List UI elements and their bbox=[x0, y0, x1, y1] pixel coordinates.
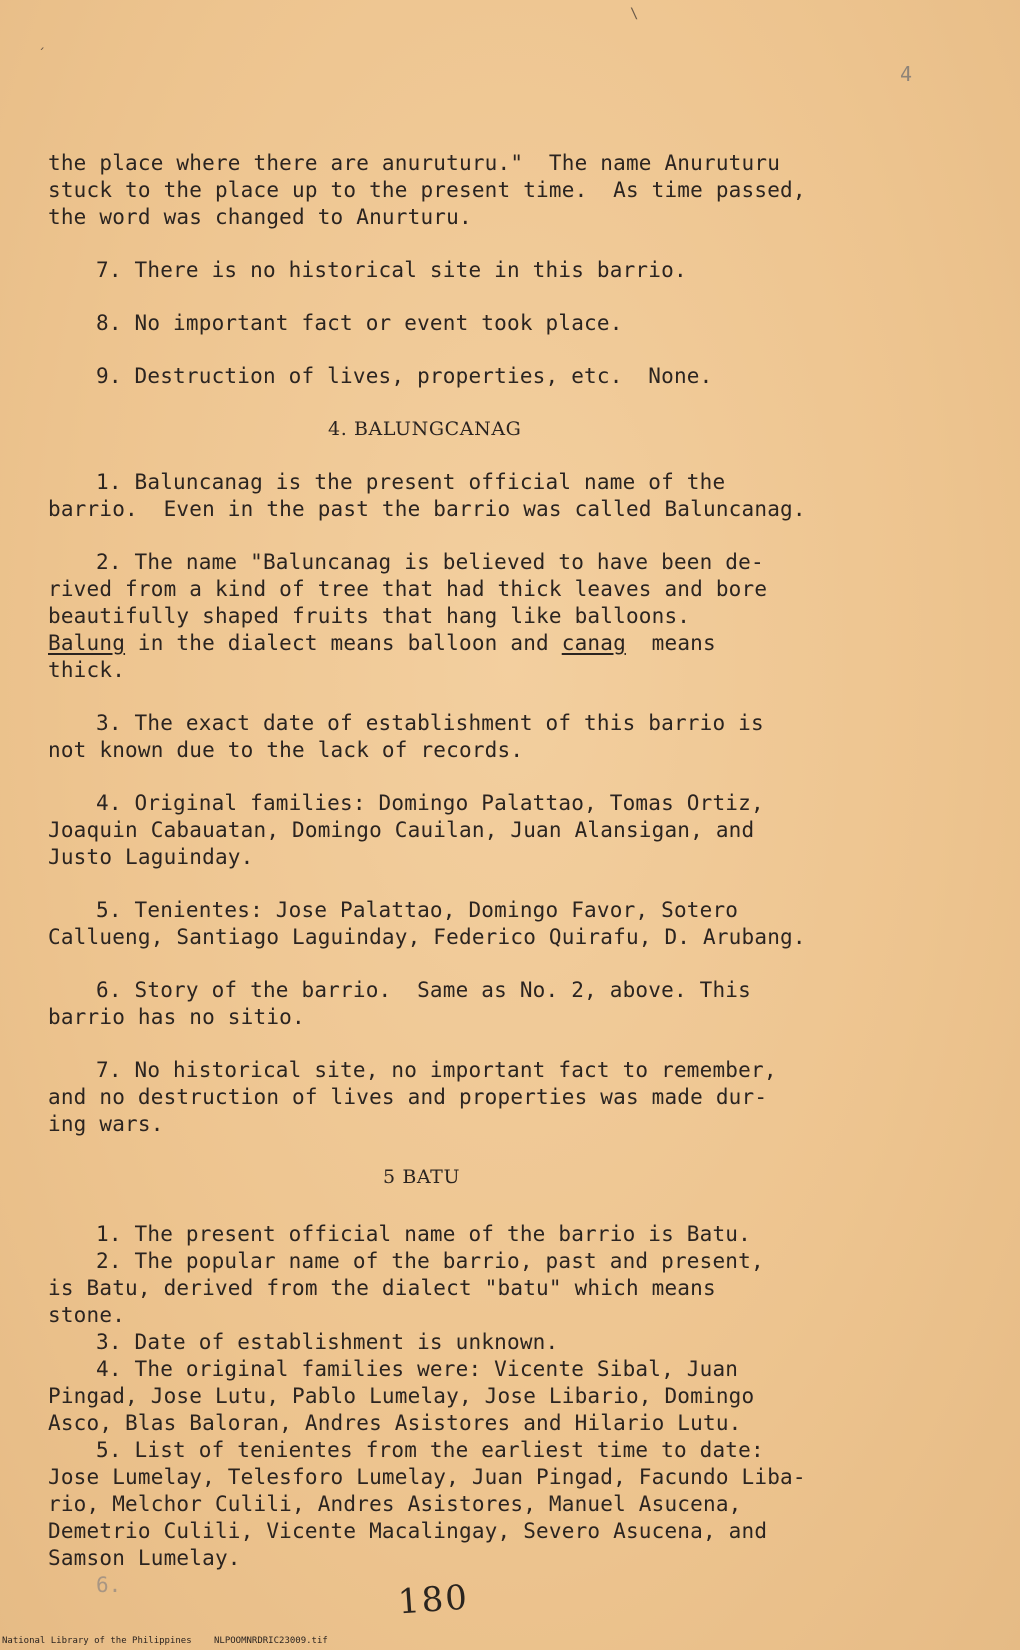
balungcanag-item-1-text: 1. Baluncanag is the present official name of the barrio. Even in the past the barrio was called Baluncanag. bbox=[48, 470, 806, 521]
batu-item-4 bbox=[48, 1356, 988, 1437]
balungcanag-item-4 bbox=[48, 790, 988, 871]
balungcanag-item-4-text: 4. Original families: Domingo Palattao, Tomas Ortiz, Joaquin Cabauatan, Domingo Cauilan, Juan Alansigan, and Justo Laguinday. bbox=[48, 791, 764, 869]
paragraph-anuruturu: the place where there are anuruturu." The name Anuruturu stuck to the place up to the present time. As time passed, the word was changed to Anurturu. bbox=[48, 151, 806, 229]
item-8-important-fact: 8. No important fact or event took place. bbox=[96, 311, 623, 335]
balungcanag-item-3 bbox=[48, 710, 988, 764]
balungcanag-item-7 bbox=[48, 1057, 988, 1138]
balungcanag-item-5 bbox=[48, 897, 988, 951]
balungcanag-item-2-text-end: means thick. bbox=[48, 631, 716, 682]
stray-mark: ˏ bbox=[38, 34, 47, 50]
batu-item-3-text: 3. Date of establishment is unknown. bbox=[96, 1330, 559, 1354]
item-9-destruction: 9. Destruction of lives, properties, etc. None. bbox=[96, 364, 713, 388]
batu-item-2 bbox=[48, 1248, 988, 1329]
item-7-historical-site: 7. There is no historical site in this barrio. bbox=[96, 258, 687, 282]
page-number: 4 bbox=[900, 62, 913, 86]
handwritten-page-number: 180 bbox=[396, 1577, 471, 1623]
batu-item-5 bbox=[48, 1437, 988, 1572]
batu-item-5-text: 5. List of tenientes from the earliest time to date: Jose Lumelay, Telesforo Lumelay, Juan Pingad, Facundo Liba- rio, Melchor Culili, Andres Asistores, Manuel Asucena, Demetrio Culili, Vicente Macalingay, Severo Asucena, and Samson Lumelay. bbox=[48, 1438, 806, 1570]
batu-item-4-text: 4. The original families were: Vicente Sibal, Juan Pingad, Jose Lutu, Pablo Lumelay, Jose Libario, Domingo Asco, Blas Baloran, Andres Asistores and Hilario Lutu. bbox=[48, 1357, 755, 1435]
balungcanag-item-5-text: 5. Tenientes: Jose Palattao, Domingo Favor, Sotero Callueng, Santiago Laguinday, Federico Quirafu, D. Arubang. bbox=[48, 898, 806, 949]
balungcanag-item-1 bbox=[48, 469, 988, 523]
stray-mark: \ bbox=[630, 6, 639, 22]
document-body bbox=[48, 150, 988, 1599]
balungcanag-item-6-text: 6. Story of the barrio. Same as No. 2, above. This barrio has no sitio. bbox=[48, 978, 751, 1029]
section-heading-balungcanag: 4. BALUNGCANAG bbox=[328, 418, 522, 440]
footer-source: National Library of the Philippines bbox=[2, 1636, 192, 1646]
balungcanag-item-7-text: 7. No historical site, no important fact to remember, and no destruction of lives and properties was made dur- ing wars. bbox=[48, 1058, 777, 1136]
section-heading-batu: 5 BATU bbox=[383, 1166, 461, 1188]
batu-item-1 bbox=[48, 1221, 988, 1248]
balungcanag-item-2-text-mid: in the dialect means balloon and bbox=[125, 631, 562, 655]
footer-filename: NLPOOMNRDRIC23009.tif bbox=[214, 1636, 328, 1646]
underlined-word-canag: canag bbox=[561, 631, 626, 655]
batu-item-2-text: 2. The popular name of the barrio, past and present, is Batu, derived from the dialect "batu" which means stone. bbox=[48, 1249, 764, 1327]
batu-item-3 bbox=[48, 1329, 988, 1356]
batu-item-1-text: 1. The present official name of the barrio is Batu. bbox=[96, 1222, 751, 1246]
balungcanag-item-3-text: 3. The exact date of establishment of this barrio is not known due to the lack of records. bbox=[48, 711, 764, 762]
batu-item-6: 6. bbox=[96, 1573, 122, 1597]
balungcanag-item-6 bbox=[48, 977, 988, 1031]
balungcanag-item-2 bbox=[48, 549, 988, 684]
balungcanag-item-2-text: 2. The name "Baluncanag is believed to have been de- rived from a kind of tree that had thick leaves and bore beautifully shaped fruits that hang like balloons. bbox=[48, 550, 768, 628]
underlined-word-balung: Balung bbox=[48, 631, 126, 655]
